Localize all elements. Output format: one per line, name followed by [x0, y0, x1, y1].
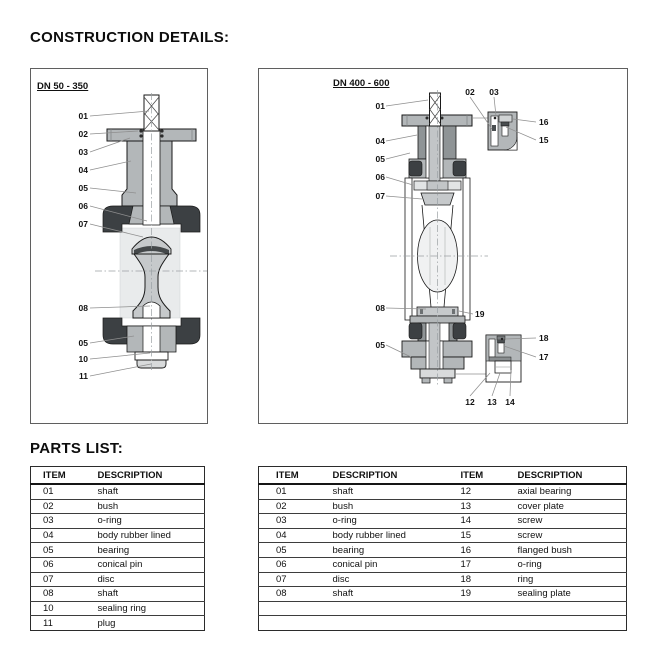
table-row [31, 514, 205, 529]
header-row [31, 467, 205, 485]
table-cell: sealing ring [96, 601, 205, 616]
table-cell: 15 [461, 528, 516, 543]
column-header: DESCRIPTION [516, 467, 627, 485]
callout-11: 11 [79, 371, 88, 381]
valve-body-large [402, 93, 472, 383]
valve-cross-section-large [259, 69, 627, 423]
table-row [31, 572, 205, 587]
table-cell: shaft [331, 484, 461, 499]
callout-04: 04 [78, 165, 88, 175]
detail-view-top [472, 112, 517, 150]
table-row [31, 587, 205, 602]
parts-table-large [258, 466, 627, 631]
table-cell: 14 [461, 514, 516, 529]
table-row [259, 572, 627, 587]
callout-10: 10 [78, 354, 88, 364]
column-header: DESCRIPTION [331, 467, 461, 485]
column-header: DESCRIPTION [96, 467, 205, 485]
callout-18: 18 [539, 333, 549, 343]
table-cell: 13 [461, 499, 516, 514]
table-cell: 05 [259, 543, 331, 558]
callout-03: 03 [78, 147, 88, 157]
table-cell [516, 601, 627, 616]
callout-14: 14 [505, 397, 515, 407]
table-cell [259, 616, 331, 631]
column-header: ITEM [31, 467, 96, 485]
table-cell: shaft [96, 484, 205, 499]
table-row [31, 484, 205, 499]
table-cell: 08 [259, 587, 331, 602]
table-cell: 05 [31, 543, 96, 558]
table-cell: o-ring [516, 557, 627, 572]
construction-details-title: CONSTRUCTION DETAILS: [30, 29, 230, 46]
table-cell: screw [516, 528, 627, 543]
table-cell: screw [516, 514, 627, 529]
table-cell [259, 601, 331, 616]
range-label-dn50-350: DN 50 - 350 [37, 81, 89, 92]
table-row [31, 499, 205, 514]
table-cell: body rubber lined [96, 528, 205, 543]
callout-16: 16 [539, 117, 549, 127]
callout-02: 02 [465, 87, 475, 97]
table-cell: 07 [31, 572, 96, 587]
callout-02: 02 [78, 129, 88, 139]
table-cell: 06 [259, 557, 331, 572]
parts-list-title: PARTS LIST: [30, 440, 124, 457]
table-cell: 03 [259, 514, 331, 529]
callout-07: 07 [78, 219, 88, 229]
callout-19: 19 [475, 309, 485, 319]
table-row [259, 514, 627, 529]
callout-07: 07 [375, 191, 385, 201]
table-cell: bearing [331, 543, 461, 558]
table-cell [461, 616, 516, 631]
table-cell: cover plate [516, 499, 627, 514]
column-header: ITEM [259, 467, 331, 485]
table-cell: 16 [461, 543, 516, 558]
table-row [31, 528, 205, 543]
callout-05: 05 [375, 154, 385, 164]
table-cell: 03 [31, 514, 96, 529]
table-cell [331, 616, 461, 631]
table-cell: o-ring [96, 514, 205, 529]
table-cell: body rubber lined [331, 528, 461, 543]
column-header: ITEM [461, 467, 516, 485]
table-row [259, 616, 627, 631]
table-row [259, 557, 627, 572]
table-cell: 04 [31, 528, 96, 543]
table-cell: bearing [96, 543, 205, 558]
table-cell: 19 [461, 587, 516, 602]
table-row [259, 528, 627, 543]
diagram-box-dn400-600 [258, 68, 628, 424]
table-cell: conical pin [96, 557, 205, 572]
table-cell: axial bearing [516, 484, 627, 499]
callout-06: 06 [375, 172, 385, 182]
table-cell: 01 [259, 484, 331, 499]
header-row [259, 467, 627, 485]
table-cell [461, 601, 516, 616]
table-row [259, 543, 627, 558]
table-cell: 01 [31, 484, 96, 499]
callout-04: 04 [375, 136, 385, 146]
range-label-dn400-600: DN 400 - 600 [333, 78, 390, 89]
table-row [31, 543, 205, 558]
table-cell: disc [96, 572, 205, 587]
table-cell: 10 [31, 601, 96, 616]
diagram-box-dn50-350 [30, 68, 208, 424]
table-cell [516, 616, 627, 631]
table-cell: disc [331, 572, 461, 587]
table-cell: shaft [96, 587, 205, 602]
table-row [259, 499, 627, 514]
table-cell: bush [331, 499, 461, 514]
table-cell: ring [516, 572, 627, 587]
callout-08: 08 [78, 303, 88, 313]
callout-12: 12 [465, 397, 475, 407]
table-cell: 04 [259, 528, 331, 543]
table-cell: flanged bush [516, 543, 627, 558]
table-cell: plug [96, 616, 205, 631]
callout-06: 06 [78, 201, 88, 211]
table-cell [331, 601, 461, 616]
table-cell: conical pin [331, 557, 461, 572]
table-cell: 07 [259, 572, 331, 587]
callout-01: 01 [375, 101, 385, 111]
table-cell: 08 [31, 587, 96, 602]
table-cell: 12 [461, 484, 516, 499]
callout-17: 17 [539, 352, 549, 362]
callout-15: 15 [539, 135, 549, 145]
table-cell: shaft [331, 587, 461, 602]
parts-table-small [30, 466, 205, 631]
table-cell: o-ring [331, 514, 461, 529]
table-cell: 06 [31, 557, 96, 572]
table-row [259, 484, 627, 499]
table-cell: sealing plate [516, 587, 627, 602]
callout-05-lower: 05 [78, 338, 88, 348]
callout-05-lower: 05 [375, 340, 385, 350]
table-row [31, 601, 205, 616]
table-cell: 02 [31, 499, 96, 514]
table-row [259, 587, 627, 602]
callout-03: 03 [489, 87, 499, 97]
table-row [31, 557, 205, 572]
callout-08: 08 [375, 303, 385, 313]
valve-cross-section-small [31, 69, 207, 423]
callout-05: 05 [78, 183, 88, 193]
table-cell: 18 [461, 572, 516, 587]
table-row [259, 601, 627, 616]
table-cell: 11 [31, 616, 96, 631]
table-cell: 17 [461, 557, 516, 572]
callout-13: 13 [487, 397, 497, 407]
table-cell: bush [96, 499, 205, 514]
callout-01: 01 [78, 111, 88, 121]
table-cell: 02 [259, 499, 331, 514]
table-row [31, 616, 205, 631]
